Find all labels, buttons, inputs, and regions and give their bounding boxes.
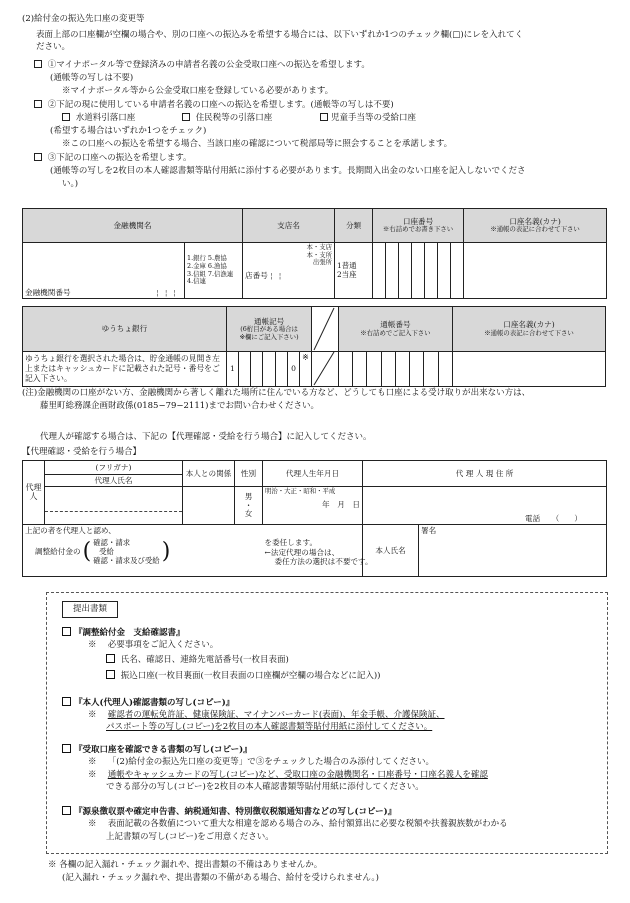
option-2-sub-c [320, 113, 416, 124]
option-1-label: ①マイナポータル等で登録済みの申請者名義の公金受取口座への振込を希望します。 [47, 60, 370, 70]
kinds-1: 1.銀行 5.農協 [187, 254, 227, 263]
doc-1 [62, 627, 185, 639]
doc-2-label: 『本人(代理人)確認書類の写し(コピー)』 [74, 698, 235, 708]
consent-line-2: 調整給付金の [35, 547, 81, 557]
type-header: 分類 [335, 209, 373, 243]
option-1 [34, 60, 370, 71]
doc-4-note-2-text: 上記書類の写し(コピー)をご用意ください。 [106, 832, 274, 842]
num-digit-7[interactable] [424, 352, 438, 387]
doc-4 [62, 806, 396, 818]
account-type[interactable]: 1普通 2当座 [335, 243, 373, 299]
phone-label: 電話 （ ） [525, 514, 582, 523]
diagonal-cell [312, 307, 338, 352]
num-digit-4[interactable] [381, 352, 395, 387]
num-digit-5[interactable] [395, 352, 409, 387]
documents-title: 提出書類 [62, 601, 118, 618]
bank-account-table [22, 208, 607, 299]
option-2-note-2: ※この口座への振込を希望する場合、当該口座の確認について税部局等に照会することを承諾します。 [62, 139, 453, 149]
option-2-label: ②下記の現に使用している申請者名義の口座への振込を希望します。(通帳等の写しは不要) [47, 100, 394, 110]
yucho-holder-header [453, 307, 606, 352]
self-name-label: 本人氏名 [363, 525, 419, 577]
consent-line-1: 上記の者を代理人と認め、 [25, 526, 116, 536]
footer-line-1: ※ 各欄の記入漏れ・チェック漏れや、提出書類の不備はありませんか。 [48, 860, 323, 870]
legal-line-2: 委任方法の選択は不要です。 [274, 557, 373, 567]
code-digit-4[interactable] [263, 352, 275, 387]
code-digit-5[interactable] [275, 352, 287, 387]
branch-header: 支店名 [243, 209, 335, 243]
legal-line-1: ←法定代理の場合は、 [264, 547, 340, 557]
num-digit-2[interactable] [353, 352, 367, 387]
proxy-side-label: 代理人 [23, 461, 45, 525]
water-account-checkbox[interactable] [62, 113, 70, 121]
doc-4-label: 『源泉徴収票や確定申告書、納税通知書、特別徴収税額通知書などの写し(コピー)』 [74, 807, 397, 817]
branch-field[interactable] [243, 243, 335, 299]
account-number-header-note: ※右詰めでお書き下さい [382, 225, 454, 234]
doc-1-note [88, 640, 218, 651]
account-holder-header-label: 口座名義(カナ) [509, 216, 561, 226]
yucho-holder-header-note: ※通帳の表記に合わせて下さい [484, 328, 574, 337]
dob-field[interactable] [263, 487, 363, 525]
kinds-2: 2.金庫 6.漁協 [187, 261, 227, 270]
yucho-table [22, 306, 606, 387]
digit-4[interactable] [412, 243, 425, 299]
option-2 [34, 100, 394, 111]
bank-name-header: 金融機関名 [23, 209, 243, 243]
kinds-3: 3.信組 7.信漁連 [187, 269, 234, 278]
digit-6[interactable] [438, 243, 451, 299]
proxy-name-header: 代理人氏名 [45, 475, 183, 487]
section-title: (2)給付金の振込先口座の変更等 [22, 14, 145, 24]
relation-field[interactable] [183, 487, 235, 525]
doc-3-mark-1: ※ [88, 757, 97, 767]
yucho-holder-field[interactable] [453, 352, 606, 387]
branch-code: 店番号 ¦¦ [245, 271, 288, 281]
proxy-furigana-field[interactable] [45, 500, 182, 512]
diagonal-line-2 [312, 352, 336, 386]
doc-2 [62, 697, 234, 709]
proxy-intro: 代理人が確認する場合は、下記の【代理確認・受給を行う場合】に記入してください。 [40, 432, 372, 442]
code-digit-2[interactable] [239, 352, 251, 387]
kinds-4: 4.信連 [187, 277, 206, 286]
yucho-code-header-note: (6桁目がある場合は ※欄にご記入下さい) [239, 325, 299, 341]
yucho-code-header-label: 通帳記号 [253, 316, 285, 326]
doc-3-note-1 [88, 757, 434, 768]
doc-3-checkbox[interactable] [62, 744, 71, 753]
doc-2-note-2-text: パスポート等の写し(コピー)を2枚目の本人確認書類等貼付用紙に添付してください。 [106, 722, 433, 732]
doc-2-checkbox[interactable] [62, 697, 71, 706]
option-2-note-1: (希望する場合はいずれか1つをチェック) [50, 126, 207, 136]
choice-confirm-request[interactable]: 確認・請求 [93, 537, 131, 547]
signature-label: 署名 [421, 526, 437, 536]
option-2-sub-a [62, 113, 135, 124]
doc-3-label: 『受取口座を確認できる書類の写し(コピー)』 [74, 745, 252, 755]
doc-3-note-1-text: 「(2)給付金の振込先口座の変更等」で③をチェックした場合のみ添付してください。 [107, 757, 435, 767]
option-3-note-2: い。) [62, 179, 79, 189]
code-star-cell[interactable]: ※ [300, 352, 312, 387]
doc-3-note-2 [88, 770, 488, 781]
account-number-header-label: 口座番号 [402, 216, 434, 226]
digit-2[interactable] [386, 243, 399, 299]
diagonal-line [312, 307, 336, 351]
yucho-number-header [338, 307, 452, 352]
delegate-line: を委任します。 [264, 538, 318, 548]
doc-1-mark: ※ [88, 640, 97, 650]
num-digit-1[interactable] [338, 352, 352, 387]
furigana-label: (フリガナ) [45, 461, 183, 475]
code-digit-1[interactable]: 1 [226, 352, 238, 387]
resident-tax-checkbox[interactable] [182, 113, 190, 121]
doc-4-checkbox[interactable] [62, 806, 71, 815]
doc-2-note-1 [88, 710, 445, 721]
address-field[interactable] [363, 487, 607, 525]
doc-2-note-1-text: 確認者の運転免許証、健康保険証、マイナンバーカード(表面)、年金手帳、介護保険証、 [107, 710, 445, 720]
doc-1-a-checkbox[interactable] [106, 654, 115, 663]
doc-4-note-2 [106, 832, 274, 843]
num-digit-3[interactable] [367, 352, 381, 387]
yucho-number-header-note: ※右詰めでご記入下さい [360, 328, 431, 337]
option-3-label: ③下記の口座への振込を希望します。 [47, 153, 192, 163]
code-digit-6[interactable]: 0 [287, 352, 299, 387]
brace-left: ( [82, 538, 92, 564]
child-allowance-label: 児童手当等の受給口座 [331, 113, 417, 123]
doc-2-note-2 [106, 722, 432, 733]
branch-code-label: 店番号 [245, 271, 268, 281]
yucho-header: ゆうちょ銀行 [23, 307, 227, 352]
option-2-sub-b [182, 113, 272, 124]
sex-field[interactable]: 男 ・ 女 [235, 487, 263, 525]
choice-receive[interactable]: 受給 [99, 547, 114, 557]
doc-1-b-label: 振込口座(一枚目裏面(一枚目表面の口座欄が空欄の場合などに記入)) [120, 671, 381, 681]
bank-name-field[interactable]: 金融機関番号 ¦¦¦ [23, 243, 185, 299]
account-holder-header-note: ※通帳の表記に合わせて下さい [490, 225, 580, 234]
digit-5[interactable] [425, 243, 438, 299]
intro-line-1: 表面上部の口座欄が空欄の場合や、別の口座への振込みを希望する場合には、以下いずれか1つのチェック欄(□)にレを入れてく [36, 30, 524, 40]
diagonal-cell-2 [312, 352, 338, 387]
doc-2-mark: ※ [88, 710, 97, 720]
note-line-1: (注)金融機関の口座がない方、金融機関から著しく離れた場所に住んでいる方など、どうしても口座による受け取りが出来ない方は、 [22, 388, 531, 398]
doc-4-note-1 [88, 819, 508, 830]
option-1-note-2: ※マイナポータル等から公金受取口座を登録している必要があります。 [62, 86, 334, 96]
doc-3-mark-2: ※ [88, 770, 97, 780]
code-digit-3[interactable] [251, 352, 263, 387]
doc-1-a [106, 654, 289, 666]
doc-3-note-3-text: できる部分の写し(コピー)を2枚目の本人確認書類等貼付用紙に添付してください。 [106, 782, 424, 792]
doc-1-label: 『調整給付金 支給確認書』 [74, 628, 185, 638]
branch-kinds: 本・支店 本・支所 出張所 [306, 243, 333, 267]
relation-header: 本人との関係 [183, 461, 235, 487]
doc-4-mark: ※ [88, 819, 97, 829]
yucho-number-header-label: 通帳番号 [380, 320, 411, 330]
doc-3-note-2-text: 通帳やキャッシュカードの写し(コピー)など、受取口座の金融機関名・口座番号・口座名義人を確認 [107, 770, 488, 780]
proxy-section-title: 【代理確認・受給を行う場合】 [22, 447, 142, 457]
yucho-holder-header-label: 口座名義(カナ) [503, 320, 555, 330]
doc-3-note-3 [106, 782, 424, 793]
proxy-table [22, 460, 607, 577]
doc-1-b-checkbox[interactable] [106, 670, 115, 679]
option-3-checkbox[interactable] [34, 153, 42, 161]
option-1-checkbox[interactable] [34, 60, 42, 68]
signature-field[interactable] [419, 525, 607, 577]
doc-1-b [106, 670, 380, 682]
digit-3[interactable] [399, 243, 412, 299]
account-number-header [373, 209, 464, 243]
dob-eras: 明治・大正・昭和・平成 [265, 487, 336, 496]
brace-right: ) [161, 538, 171, 564]
account-holder-field[interactable] [464, 243, 607, 299]
institution-types [185, 243, 243, 299]
bank-code-label: 金融機関番号 [25, 287, 71, 297]
option-1-note-1: (通帳等の写しは不要) [50, 73, 134, 83]
num-digit-8[interactable] [438, 352, 452, 387]
num-digit-6[interactable] [410, 352, 424, 387]
sex-header: 性別 [235, 461, 263, 487]
digit-7[interactable] [451, 243, 464, 299]
consent-text [23, 525, 263, 577]
dob-header: 代理人生年月日 [263, 461, 363, 487]
note-line-2: 藤里町総務課企画財政係(0185−79−2111)までお問い合わせください。 [40, 401, 319, 411]
choice-both[interactable]: 確認・請求及び受給 [93, 556, 160, 566]
option-3-note-1: (通帳等の写しを2枚目の本人確認書類等貼付用紙に添付する必要があります。長期間入出金のない口座を記入しないでくださ [50, 166, 526, 176]
yucho-note: ゆうちょ銀行を選択された場合は、貯金通帳の見開き左上またはキャッシュカードに記載された記号・番号をご記入下さい。 [23, 352, 227, 387]
dob-ymd: 年 月 日 [322, 500, 360, 510]
yucho-code-header [226, 307, 312, 352]
proxy-name-field[interactable] [45, 487, 183, 525]
resident-tax-label: 住民税等の引落口座 [195, 113, 273, 123]
delegate-text [263, 525, 373, 577]
account-holder-header [464, 209, 607, 243]
address-header: 代 理 人 現 住 所 [363, 461, 607, 487]
delegation-choices[interactable] [93, 538, 160, 566]
footer-line-2: (記入漏れ・チェック漏れや、提出書類の不備がある場合、給付を受けられません。) [62, 873, 379, 883]
doc-1-checkbox[interactable] [62, 627, 71, 636]
doc-1-note-text: 必要事項をご記入ください。 [107, 640, 219, 650]
water-account-label: 水道料引落口座 [75, 113, 136, 123]
option-2-checkbox[interactable] [34, 100, 42, 108]
option-3 [34, 153, 192, 164]
intro-line-2: ださい。 [36, 42, 71, 52]
doc-3 [62, 744, 252, 756]
doc-1-a-label: 氏名、確認日、連絡先電話番号(一枚目表面) [120, 655, 289, 665]
digit-1[interactable] [373, 243, 386, 299]
doc-4-note-1-text: 表面記載の各数値について重大な相違を認める場合のみ、給付額算出に必要な税額や扶養親族数がわかる [107, 819, 508, 829]
child-allowance-checkbox[interactable] [320, 113, 328, 121]
